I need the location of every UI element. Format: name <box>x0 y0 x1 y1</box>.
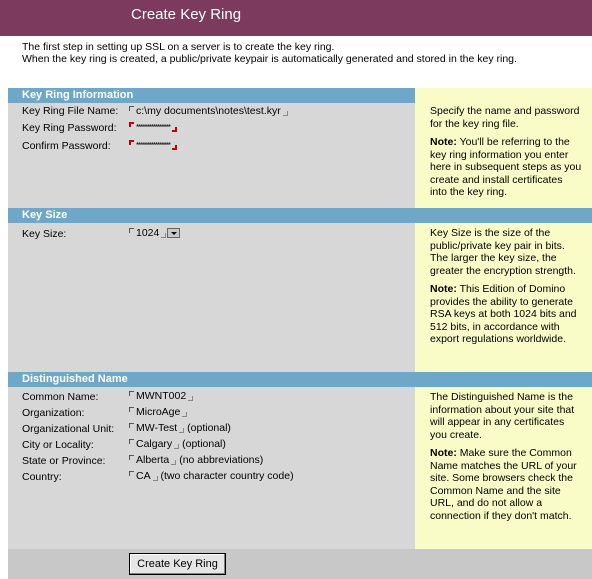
organization-value: MicroAge <box>136 406 181 418</box>
page-title: Create Key Ring <box>131 6 242 23</box>
dn-section-label: Distinguished Name <box>22 373 128 385</box>
key-size-value: 1024 <box>136 227 160 239</box>
key-size-help-note-text: This Edition of Domino provides the ability to generate RSA keys at both 1024 bits and 512 bits, in accordance with export regulations worldwide. <box>430 283 577 345</box>
key-ring-help-text: Specify the name and password for the key ring file. <box>430 105 580 130</box>
city-field[interactable] <box>129 438 226 450</box>
key-ring-section-label: Key Ring Information <box>22 89 134 101</box>
dn-help <box>430 391 582 522</box>
org-unit-field[interactable] <box>129 422 231 434</box>
country-value: CA <box>136 470 151 482</box>
key-ring-panel <box>8 103 415 208</box>
city-hint: (optional) <box>179 438 226 450</box>
confirm-password-label: Confirm Password: <box>22 140 111 152</box>
city-label: City or Locality: <box>22 439 94 451</box>
footer-bar <box>8 549 592 579</box>
common-name-field[interactable] <box>129 390 193 402</box>
common-name-value: MWNT002 <box>136 390 187 402</box>
key-ring-help-note-label: Note: <box>430 136 457 148</box>
state-field[interactable] <box>129 454 263 466</box>
intro-text <box>22 41 582 65</box>
city-value: Calgary <box>136 438 173 450</box>
country-label: Country: <box>22 471 62 483</box>
country-field[interactable] <box>129 470 294 482</box>
key-ring-password-value: **************** <box>136 123 170 132</box>
state-hint: (no abbreviations) <box>176 454 264 466</box>
key-ring-help-note-text: You'll be referring to the key ring information you enter here in subsequent steps as you create and install certificates into the key ring. <box>430 136 582 198</box>
org-unit-value: MW-Test <box>136 422 178 434</box>
organization-field[interactable] <box>129 406 187 418</box>
key-ring-file-value: c:\my documents\notes\test.kyr <box>136 105 281 117</box>
chevron-down-icon[interactable] <box>167 228 180 238</box>
confirm-password-value: **************** <box>136 141 170 150</box>
dn-help-note-label: Note: <box>430 447 457 459</box>
key-size-select[interactable] <box>129 227 180 239</box>
key-size-help-note-label: Note: <box>430 283 457 295</box>
key-size-section-label: Key Size <box>22 209 68 221</box>
key-size-help-text: Key Size is the size of the public/private key pair in bits. The larger the key size, the greater the encryption strength. <box>430 227 576 277</box>
dn-help-text: The Distinguished Name is the information about your site that will appear in any certificates you create. <box>430 391 575 441</box>
confirm-password-field[interactable] <box>129 139 177 151</box>
key-ring-file-label: Key Ring File Name: <box>22 105 119 117</box>
org-unit-hint: (optional) <box>184 422 231 434</box>
common-name-label: Common Name: <box>22 391 99 403</box>
intro-line-1: The first step in setting up SSL on a server is to create the key ring. <box>22 41 335 53</box>
org-unit-label: Organizational Unit: <box>22 423 115 435</box>
state-value: Alberta <box>136 454 170 466</box>
key-ring-password-field[interactable] <box>129 121 177 133</box>
dn-help-note-text: Make sure the Common Name matches the URL of your site. Some browsers check the Common Name and the site URL, and do not allow a connection if they don't match. <box>430 447 577 522</box>
dn-section-header <box>8 372 592 387</box>
key-ring-help <box>430 105 582 199</box>
key-ring-file-field[interactable] <box>129 105 288 117</box>
key-ring-password-label: Key Ring Password: <box>22 122 117 134</box>
organization-label: Organization: <box>22 407 85 419</box>
key-size-help <box>430 227 582 346</box>
title-bar <box>0 0 592 36</box>
create-key-ring-button[interactable]: Create Key Ring <box>129 553 226 575</box>
key-size-label: Key Size: <box>22 228 67 240</box>
intro-line-2: When the key ring is created, a public/private keypair is automatically generated and stored in the key ring. <box>22 53 517 65</box>
key-size-section-header <box>8 208 592 223</box>
country-hint: (two character country code) <box>157 470 294 482</box>
state-label: State or Province: <box>22 455 106 467</box>
key-size-panel <box>8 223 415 372</box>
